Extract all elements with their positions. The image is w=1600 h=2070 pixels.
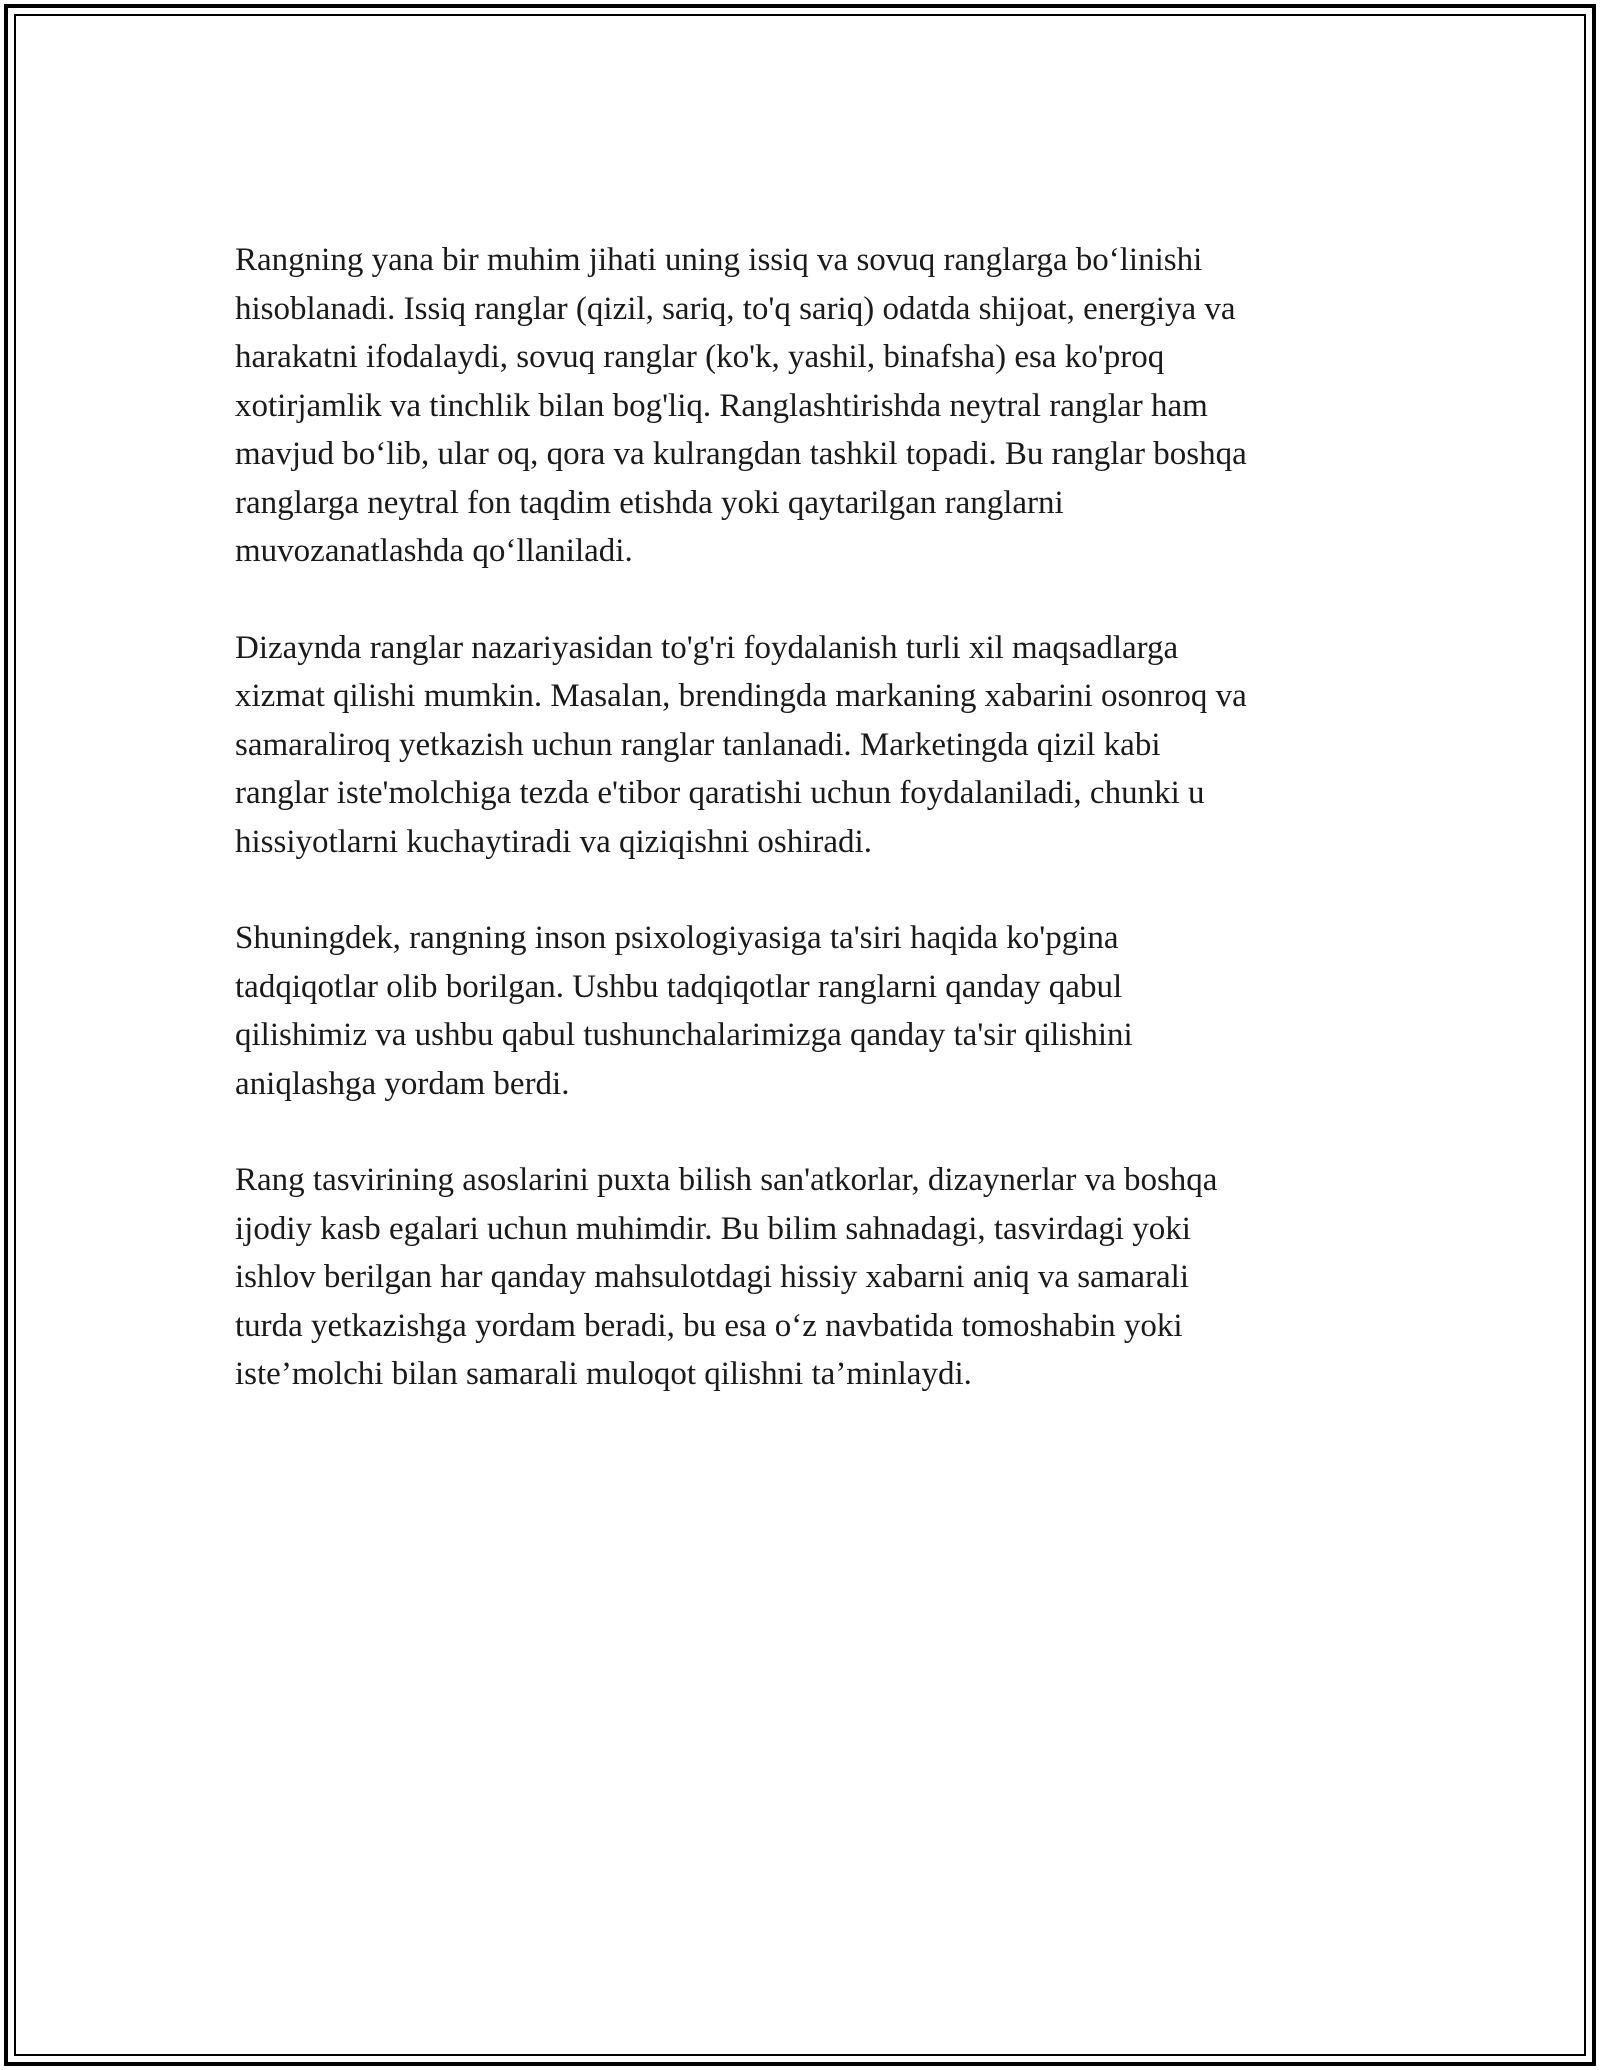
document-body <box>235 236 1385 1399</box>
paragraph-3: Shuningdek, rangning inson psixologiyasiga ta'siri haqida ko'pgina tadqiqotlar olib borilgan. Ushbu tadqiqotlar ranglarni qanday qabul qilishimiz va ushbu qabul tushunchalarimizga qanday ta'sir qilishini aniqlashga yordam berdi. <box>235 920 1133 1102</box>
paragraph-2: Dizaynda ranglar nazariyasidan to'g'ri foydalanish turli xil maqsadlarga xizmat qilishi mumkin. Masalan, brendingda markaning xabarini osonroq va samaraliroq yetkazish uchun ranglar tanlanadi. Marketingda qizil kabi ranglar iste'molchiga tezda e'tibor qaratishi uchun foydalaniladi, chunki u hissiyotlarni kuchaytiradi va qiziqishni oshiradi. <box>235 629 1247 860</box>
paragraph-4: Rang tasvirining asoslarini puxta bilish san'atkorlar, dizaynerlar va boshqa ijodiy kasb egalari uchun muhimdir. Bu bilim sahnadagi, tasvirdagi yoki ishlov berilgan har qanday mahsulotdagi hissiy xabarni aniq va samarali turda yetkazishga yordam beradi, bu esa o‘z navbatida tomoshabin yoki iste’molchi bilan samarali muloqot qilishni ta’minlaydi. <box>235 1162 1218 1392</box>
paragraph-1: Rangning yana bir muhim jihati uning issiq va sovuq ranglarga bo‘linishi hisoblanadi. Issiq ranglar (qizil, sariq, to'q sariq) odatda shijoat, energiya va harakatni ifodalaydi, sovuq ranglar (ko'k, yashil, binafsha) esa ko'proq xotirjamlik va tinchlik bilan bog'liq. Ranglashtirishda neytral ranglar ham mavjud bo‘lib, ular oq, qora va kulrangdan tashkil topadi. Bu ranglar boshqa ranglarga neytral fon taqdim etishda yoki qaytarilgan ranglarni muvozanatlashda qo‘llaniladi. <box>235 242 1247 569</box>
